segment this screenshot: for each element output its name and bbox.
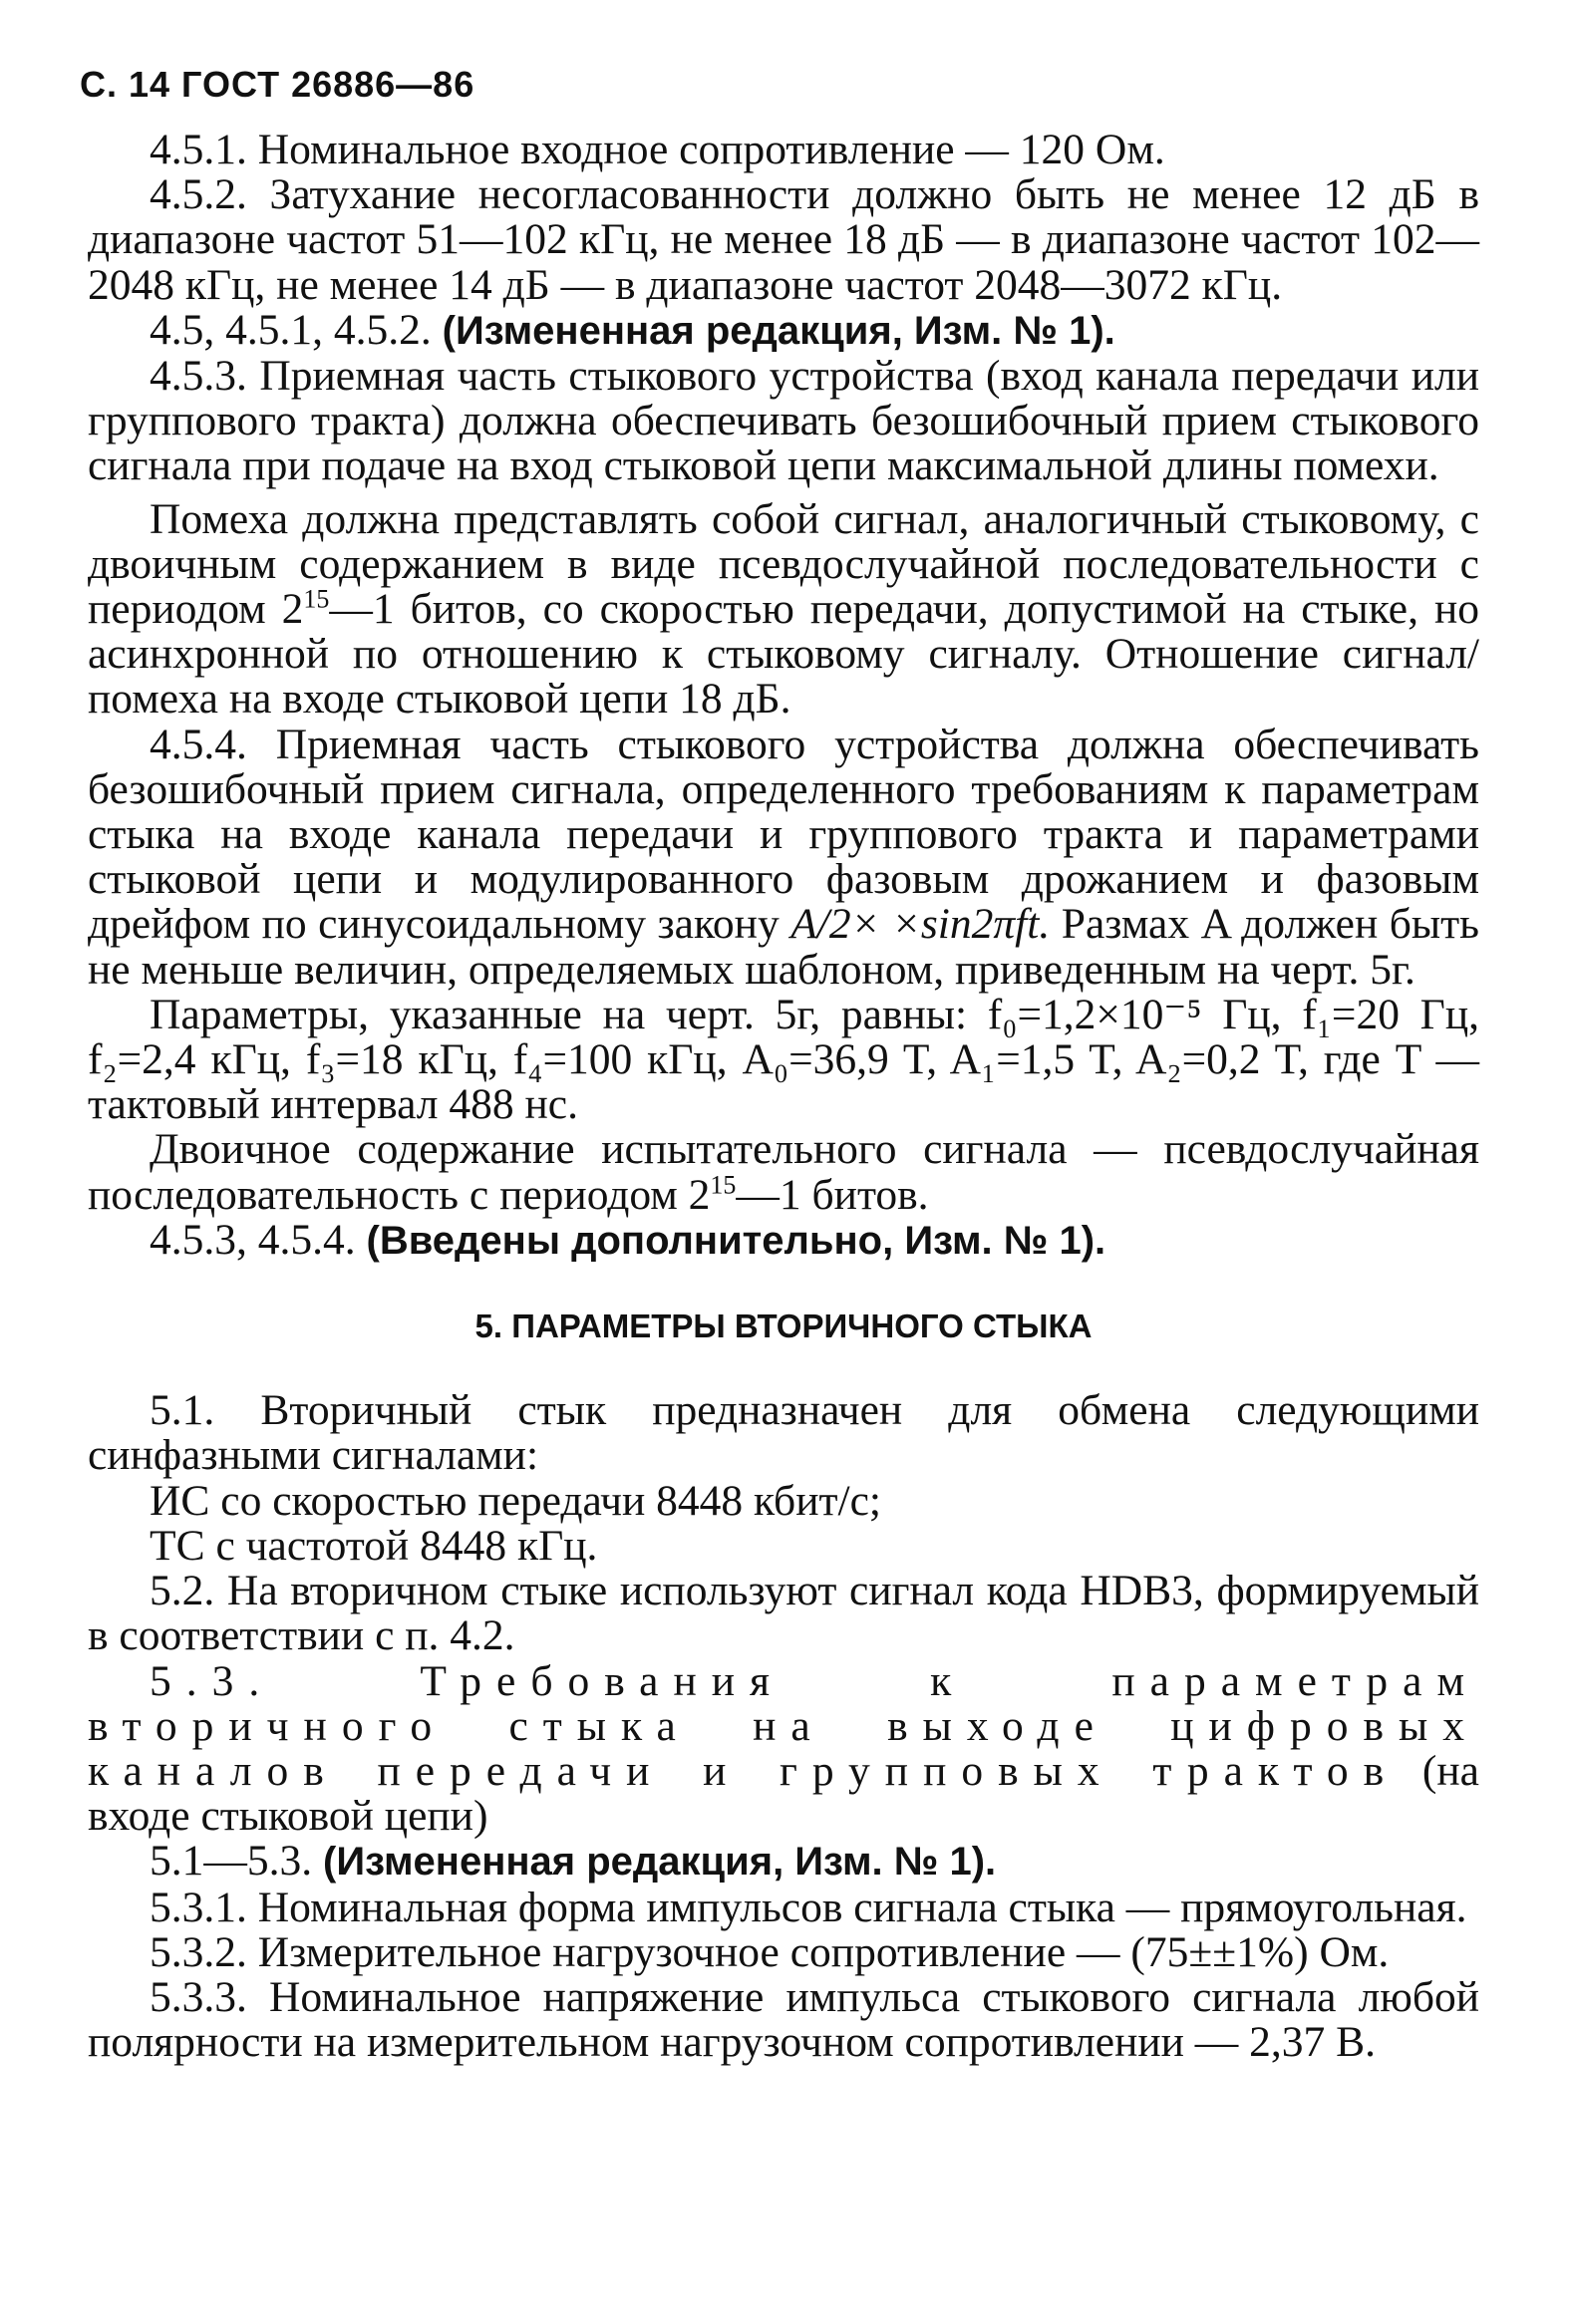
p454-text-a: 4.5.4. Приемная часть стыкового устройства должна обеспечивать безошибочный прием сигнала, определенного требованиям к параметрам стыка на входе канала передачи и группового тракта и параметрами стыковой цепи и модулированного фазовым дрожанием и фазовым дрейфом по синусоидальному закону — [88, 720, 1479, 949]
amendment-ref: 4.5.3, 4.5.4. — [150, 1215, 356, 1264]
paragraph-5-2: 5.2. На вторичном стыке используют сигнал кода HDB3, формируемый в соответствии с п. 4.2. — [88, 1567, 1479, 1660]
paragraph-5-1: 5.1. Вторичный стык предназначен для обмена следующими синфазными сигналами: — [88, 1386, 1479, 1480]
amendment-text: (Измененная редакция, Изм. № 1). — [323, 1840, 997, 1885]
p53-tail-text: (на входе стыковой цепи) — [88, 1746, 1479, 1841]
section-5-title: 5. ПАРАМЕТРЫ ВТОРИЧНОГО СТЫКА — [474, 1307, 1093, 1345]
amendment-text: (Введены дополнительно, Изм. № 1). — [366, 1218, 1106, 1263]
interference-exponent: 15 — [303, 584, 330, 614]
paragraph-binary-content — [88, 1127, 1479, 1217]
amendment-text: (Измененная редакция, Изм. № 1). — [442, 308, 1115, 353]
paragraph-5-1-ts: ТС с частотой 8448 кГц. — [150, 1521, 598, 1570]
amendment-ref: 4.5, 4.5.1, 4.5.2. — [150, 305, 432, 354]
paragraph-5-3 — [88, 1656, 1479, 1841]
paragraph-5-3-2: 5.3.2. Измерительное нагрузочное сопротивление — (75±±1%) Ом. — [150, 1927, 1390, 1976]
paragraph-5-1-is: ИС со скоростью передачи 8448 кбит/с; — [150, 1476, 881, 1525]
binary-exponent: 15 — [710, 1170, 737, 1200]
amendment-note-4-5-3 — [88, 1215, 1479, 1264]
p454-formula-a: A/2× — [790, 900, 880, 949]
p454-text-b: Размах A должен быть не меньше величин, определяемых шаблоном, приведенным на черт. 5г. — [88, 900, 1479, 994]
binary-text-a: Двоичное содержание испытательного сигнала — псевдослучайная последовательность с периодом 2 — [88, 1125, 1479, 1219]
page-header: С. 14 ГОСТ 26886—86 — [80, 64, 475, 105]
paragraph-5-3-3: 5.3.3. Номинальное напряжение импульса стыкового сигнала любой полярности на измерительном нагрузочном сопротивлении — 2,37 В. — [88, 1972, 1479, 2067]
document-body — [88, 128, 1479, 2065]
p53-spaced-text: 5.3. Требования к параметрам вторичного стыка на выходе цифровых каналов передачи и групповых трактов — [88, 1656, 1479, 1795]
paragraph-4-5-1: 4.5.1. Номинальное входное сопротивление — 120 Ом. — [150, 126, 1165, 173]
amendment-note-5-1 — [88, 1839, 1479, 1885]
interference-text-a: Помеха должна представлять собой сигнал, аналогичный стыковому, с двоичным содержанием в виде псевдослучайной последовательности с периодом 2 — [88, 494, 1479, 634]
interference-text-b: —1 битов, со скоростью передачи, допустимой на стыке, но асинхронной по отношению к стыковому сигналу. Отношение сигнал/помеха на входе стыковой цепи 18 дБ. — [88, 585, 1479, 724]
p454-formula-b: ×sin2πft. — [891, 900, 1051, 949]
amendment-ref: 5.1—5.3. — [150, 1837, 313, 1886]
paragraph-4-5-3: 4.5.3. Приемная часть стыкового устройства (вход канала передачи или группового тракта) должна обеспечивать безошибочный прием стыкового сигнала при подаче на вход стыковой цепи максимальной длины помехи. — [88, 352, 1479, 490]
binary-text-b: —1 битов. — [736, 1170, 929, 1219]
paragraph-5-3-1: 5.3.1. Номинальная форма импульсов сигнала стыка — прямоугольная. — [150, 1883, 1467, 1931]
amendment-note-4-5 — [88, 305, 1479, 354]
paragraph-interference — [88, 494, 1479, 724]
paragraph-4-5-2: 4.5.2. Затухание несогласованности должно быть не менее 12 дБ в диапазоне частот 51—102 кГц, не менее 18 дБ — в диапазоне частот 102—2048 кГц, не менее 14 дБ — в диапазоне частот 2048—3072 кГц. — [88, 170, 1479, 309]
paragraph-parameters: Параметры, указанные на черт. 5г, равны: f₀=1,2×10⁻⁵ Гц, f₁=20 Гц, f₂=2,4 кГц, f₃=18 кГц, f₄=100 кГц, A₀=36,9 T, A₁=1,5 T, A₂=0,2 T, где T — тактовый интервал 488 нс. — [88, 990, 1479, 1129]
paragraph-4-5-4 — [88, 720, 1479, 994]
